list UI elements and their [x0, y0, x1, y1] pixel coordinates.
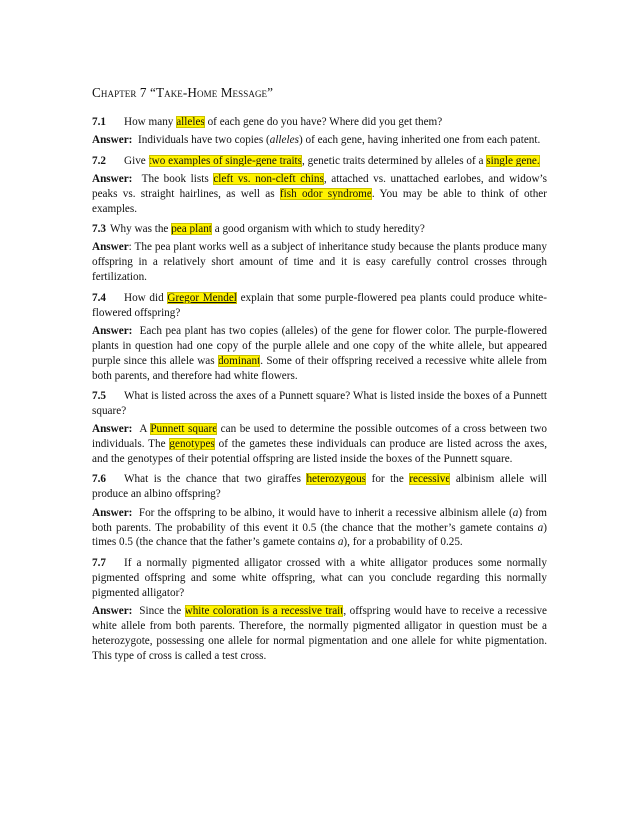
- answer-text: , offspring would have to receive a recessive white allele from both parents. Therefore, the normally pigmented alligator in question must be a heterozygote, possessing one allele for normal pigmentation and one allele for white pigmentation. This type of cross is called a test cross.: [92, 604, 547, 662]
- question-text: Give: [124, 154, 149, 167]
- question-number: 7.5: [92, 390, 106, 403]
- highlighted-term: cleft vs. non-cleft chins: [213, 172, 324, 185]
- answer-text: : The pea plant works well as a subject of inheritance study because the plants produce many offspring in a relatively short amount of time and it is easy carefully control crosses through fertilization.: [92, 241, 547, 284]
- answer-7-1: [92, 133, 547, 148]
- highlighted-term: recessive: [409, 473, 451, 486]
- answer-7-6: [92, 506, 547, 551]
- question-7-7: [92, 556, 547, 601]
- answer-text: A: [139, 423, 151, 436]
- question-text: , genetic traits determined by alleles of a: [302, 154, 487, 167]
- question-text: How did: [124, 291, 168, 304]
- chapter-subtitle: “Take-Home Message”: [150, 85, 274, 100]
- question-7-5: [92, 389, 547, 419]
- highlighted-term: pea plant: [171, 223, 212, 236]
- question-number: 7.4: [92, 291, 106, 304]
- italic-term: alleles: [269, 134, 299, 147]
- answer-text: ), for a probability of 0.25.: [343, 536, 463, 549]
- question-7-1: [92, 115, 547, 130]
- question-number: 7.2: [92, 154, 106, 167]
- italic-term: a: [512, 506, 519, 519]
- answer-text: The book lists: [141, 172, 214, 185]
- question-text: Why was the: [109, 223, 172, 236]
- chapter-label: Chapter 7: [92, 85, 147, 100]
- question-text: for the: [366, 473, 410, 486]
- answer-text: ) times 0.5 (the chance that the father’s gamete contains: [92, 521, 547, 549]
- question-text: albinism allele will produce an albino offspring?: [92, 473, 547, 501]
- answer-7-3: [92, 240, 547, 285]
- answer-7-7: [92, 604, 547, 664]
- question-text: a good organism with which to study heredity?: [211, 223, 425, 236]
- question-text: of each gene do you have? Where did you get them?: [204, 116, 443, 128]
- answer-text: ) of each gene, having inherited one from each patent.: [298, 134, 541, 147]
- highlighted-term: alleles: [176, 116, 205, 128]
- highlighted-term: dominant: [217, 354, 261, 367]
- answer-text: . You may be able to think of other examples.: [92, 187, 547, 215]
- answer-text: ) from both parents. The probability of this event it 0.5 (the chance that the mother’s gamete contains: [92, 506, 547, 534]
- highlighted-term: two examples of single-gene traits: [148, 154, 303, 167]
- answer-text: can be used to determine the possible outcomes of a cross between two individuals. The: [92, 423, 548, 451]
- answer-label: Answer:: [92, 604, 133, 617]
- question-text: If a normally pigmented alligator crossed with a white alligator produces some normally pigmented offspring and some white offspring, what can you conclude regarding this normally pigmented alligator?: [92, 556, 547, 599]
- answer-text: , attached vs. unattached earlobes, and widow’s peaks vs. straight hairlines, as well as: [92, 172, 547, 200]
- question-text: What is listed across the axes of a Punnett square? What is listed inside the boxes of a Punnett square?: [92, 390, 547, 417]
- answer-label: Answer:: [92, 324, 133, 337]
- answer-label: Answer:: [92, 172, 133, 185]
- question-text: How many: [124, 116, 177, 128]
- highlighted-term: single gene.: [486, 154, 540, 167]
- question-7-6: [92, 472, 547, 502]
- chapter-title: [92, 85, 547, 101]
- highlighted-term: heterozygous: [306, 473, 367, 486]
- highlighted-term: white coloration is a recessive trait: [184, 604, 344, 617]
- highlighted-term: fish odor syndrome: [279, 187, 372, 200]
- question-7-4: [92, 291, 547, 321]
- answer-7-4: [92, 324, 547, 384]
- answer-7-2: [92, 172, 547, 217]
- question-7-2: [92, 154, 547, 169]
- italic-term: a: [337, 536, 344, 549]
- answer-label: Answer:: [92, 134, 133, 147]
- answer-text: of the gametes these individuals can produce are listed across the axes, and the genotypes of their potential offspring are listed inside the boxes of the Punnett square.: [92, 438, 547, 465]
- question-number: 7.3: [92, 223, 106, 236]
- answer-label: Answer:: [92, 423, 133, 436]
- highlighted-term: genotypes: [169, 438, 215, 451]
- highlighted-term: Gregor Mendel: [167, 291, 237, 304]
- question-text: What is the chance that two giraffes: [124, 473, 307, 486]
- answer-text: Each pea plant has two copies (alleles) of the gene for flower color. The purple-flowered plants in question had one copy of the purple allele and one copy of the white allele, but appeared purple since this allele was: [92, 324, 548, 367]
- italic-term: a: [537, 521, 544, 534]
- answer-text: Since the: [139, 604, 185, 617]
- answer-text: Individuals have two copies (: [138, 134, 270, 147]
- answer-7-5: [92, 422, 547, 467]
- answer-label: Answer:: [92, 506, 133, 519]
- highlighted-term: Punnett square: [150, 423, 218, 436]
- question-number: 7.7: [92, 556, 106, 569]
- question-7-3: [92, 222, 547, 237]
- document-body: [92, 85, 547, 669]
- answer-text: For the offspring to be albino, it would have to inherit a recessive albinism allele (: [138, 506, 513, 519]
- question-number: 7.6: [92, 473, 106, 486]
- answer-text: . Some of their offspring received a recessive white allele from both parents, and therefore had white flowers.: [92, 354, 547, 382]
- question-text: explain that some purple-flowered pea plants could produce white-flowered offspring?: [92, 291, 547, 319]
- answer-label: Answer: [92, 241, 129, 254]
- question-number: 7.1: [92, 116, 106, 128]
